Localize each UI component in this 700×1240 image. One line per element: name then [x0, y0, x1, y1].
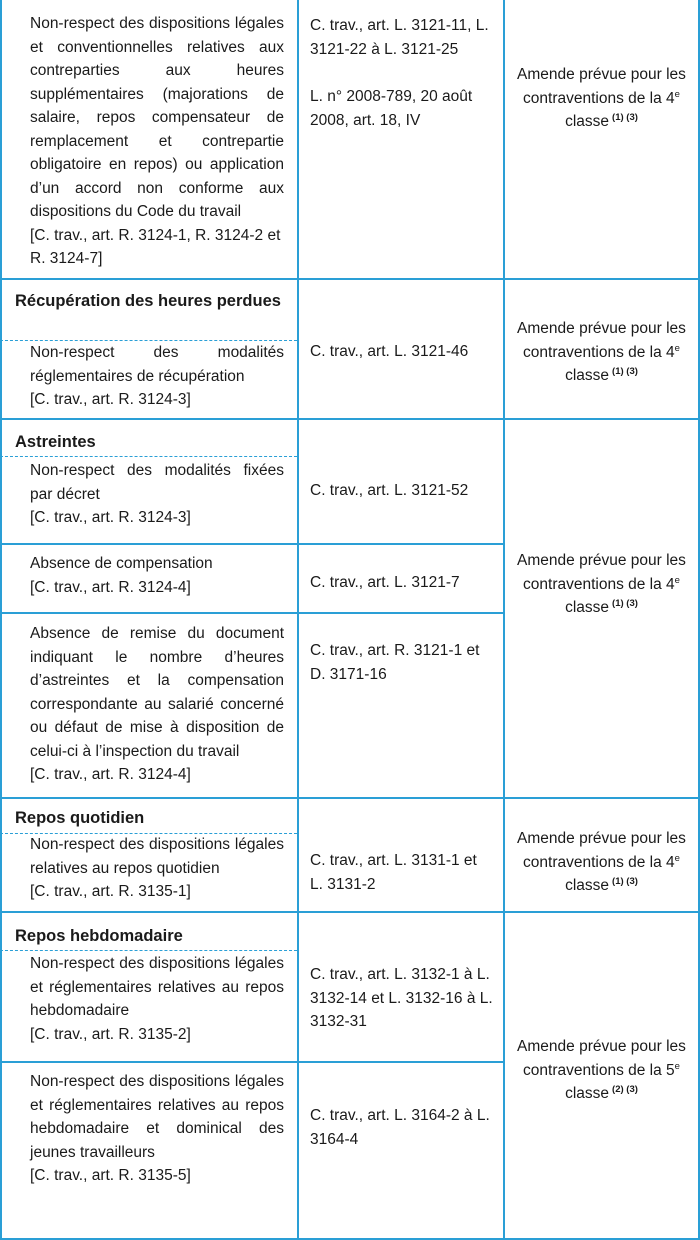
- offense-description: [30, 622, 284, 787]
- legal-basis: C. trav., art. L. 3121-46: [310, 343, 469, 360]
- footnote-marks: (1) (3): [612, 597, 638, 609]
- row-divider: [0, 797, 700, 799]
- legal-basis: C. trav., art. L. 3131-1 et L. 3131-2: [310, 852, 477, 893]
- row-divider: [0, 278, 700, 280]
- row-divider: [0, 612, 505, 614]
- legal-basis: C. trav., art. L. 3164-2 à L. 3164-4: [310, 1107, 490, 1148]
- penalty-cell: Amende prévue pour les contraventions de la 5e classe $^{(2) (3)}$: [517, 1038, 686, 1102]
- offense-reference: [C. trav., art. R. 3124-1, R. 3124-2 et R. 3124-7]: [30, 226, 281, 267]
- offense-text: Non-respect des dispositions légales relatives au repos quotidien: [30, 836, 284, 877]
- section-title: Repos hebdomadaire: [15, 927, 183, 945]
- section-title-divider: [0, 950, 297, 951]
- footnote-marks: (1) (3): [612, 365, 638, 377]
- offense-text: Non-respect des modalités réglementaires de récupération: [30, 344, 284, 385]
- legal-basis: C. trav., art. R. 3121-1 et D. 3171-16: [310, 642, 480, 683]
- offense-description: [30, 833, 284, 904]
- offense-description: [30, 952, 284, 1046]
- offense-reference: [C. trav., art. R. 3135-1]: [30, 883, 191, 900]
- penalty-cell: Amende prévue pour les contraventions de la 4e classe $^{(1) (3)}$: [517, 320, 686, 384]
- row-divider: [0, 911, 700, 913]
- footnote-marks: (2) (3): [612, 1083, 638, 1095]
- offense-description: [30, 1070, 284, 1188]
- offense-text: Non-respect des dispositions légales et réglementaires relatives au repos hebdomadaire: [30, 955, 284, 1019]
- penalty-cell: Amende prévue pour les contraventions de la 4e classe $^{(1) (3)}$: [517, 552, 686, 616]
- section-title-divider: [0, 456, 297, 457]
- penalty-cell: Amende prévue pour les contraventions de la 4e classe $^{(1) (3)}$: [517, 66, 686, 130]
- offense-description: [30, 459, 284, 530]
- legal-basis-text: L. n° 2008-789, 20 août 2008, art. 18, IV: [310, 88, 473, 129]
- offense-description: [30, 12, 284, 271]
- legal-basis: C. trav., art. L. 3121-7: [310, 574, 460, 591]
- offense-text: Non-respect des dispositions légales et réglementaires relatives au repos hebdomadaire et dominical des jeunes travailleurs: [30, 1073, 284, 1161]
- legal-basis: [310, 14, 494, 132]
- row-divider: [0, 543, 505, 545]
- offense-text: Non-respect des modalités fixées par décret: [30, 462, 284, 503]
- column-divider-1: [297, 0, 299, 1240]
- row-divider: [0, 418, 700, 420]
- offense-reference: [C. trav., art. R. 3124-3]: [30, 509, 191, 526]
- legal-basis-text: C. trav., art. L. 3121-11, L. 3121-22 à L. 3121-25: [310, 17, 489, 58]
- offense-reference: [C. trav., art. R. 3135-5]: [30, 1167, 191, 1184]
- section-title: Astreintes: [15, 433, 96, 451]
- legal-basis: C. trav., art. L. 3121-52: [310, 482, 469, 499]
- offense-description: [30, 341, 284, 412]
- offense-description: [30, 552, 284, 599]
- offense-reference: [C. trav., art. R. 3124-4]: [30, 766, 191, 783]
- penalty-cell: Amende prévue pour les contraventions de la 4e classe $^{(1) (3)}$: [517, 830, 686, 894]
- offense-reference: [C. trav., art. R. 3124-4]: [30, 578, 191, 596]
- legal-basis: C. trav., art. L. 3132-1 à L. 3132-14 et L. 3132-16 à L. 3132-31: [310, 966, 493, 1030]
- footnote-marks: (1) (3): [612, 111, 638, 123]
- section-title: Repos quotidien: [15, 809, 145, 827]
- section-title: Récupération des heures perdues: [15, 292, 281, 310]
- offense-text: Absence de compensation: [30, 555, 213, 572]
- offense-text: Absence de remise du document indiquant le nombre d’heures d’astreintes et la compensation correspondante au salarié concerné ou défaut de mise à disposition de celui-ci à l’inspection du travail: [30, 625, 284, 760]
- row-divider: [0, 1061, 505, 1063]
- offense-text: Non-respect des dispositions légales et conventionnelles relatives aux contreparties aux heures supplémentaires (majorations de salaire, repos compensateur de remplacement et contrepartie obligatoire en repos) ou application d’un accord non conforme aux dispositions du Code du travail: [30, 15, 284, 220]
- offense-reference: [C. trav., art. R. 3135-2]: [30, 1025, 191, 1043]
- table-border-left: [0, 0, 2, 1240]
- offense-reference: [C. trav., art. R. 3124-3]: [30, 391, 191, 408]
- footnote-marks: (1) (3): [612, 875, 638, 887]
